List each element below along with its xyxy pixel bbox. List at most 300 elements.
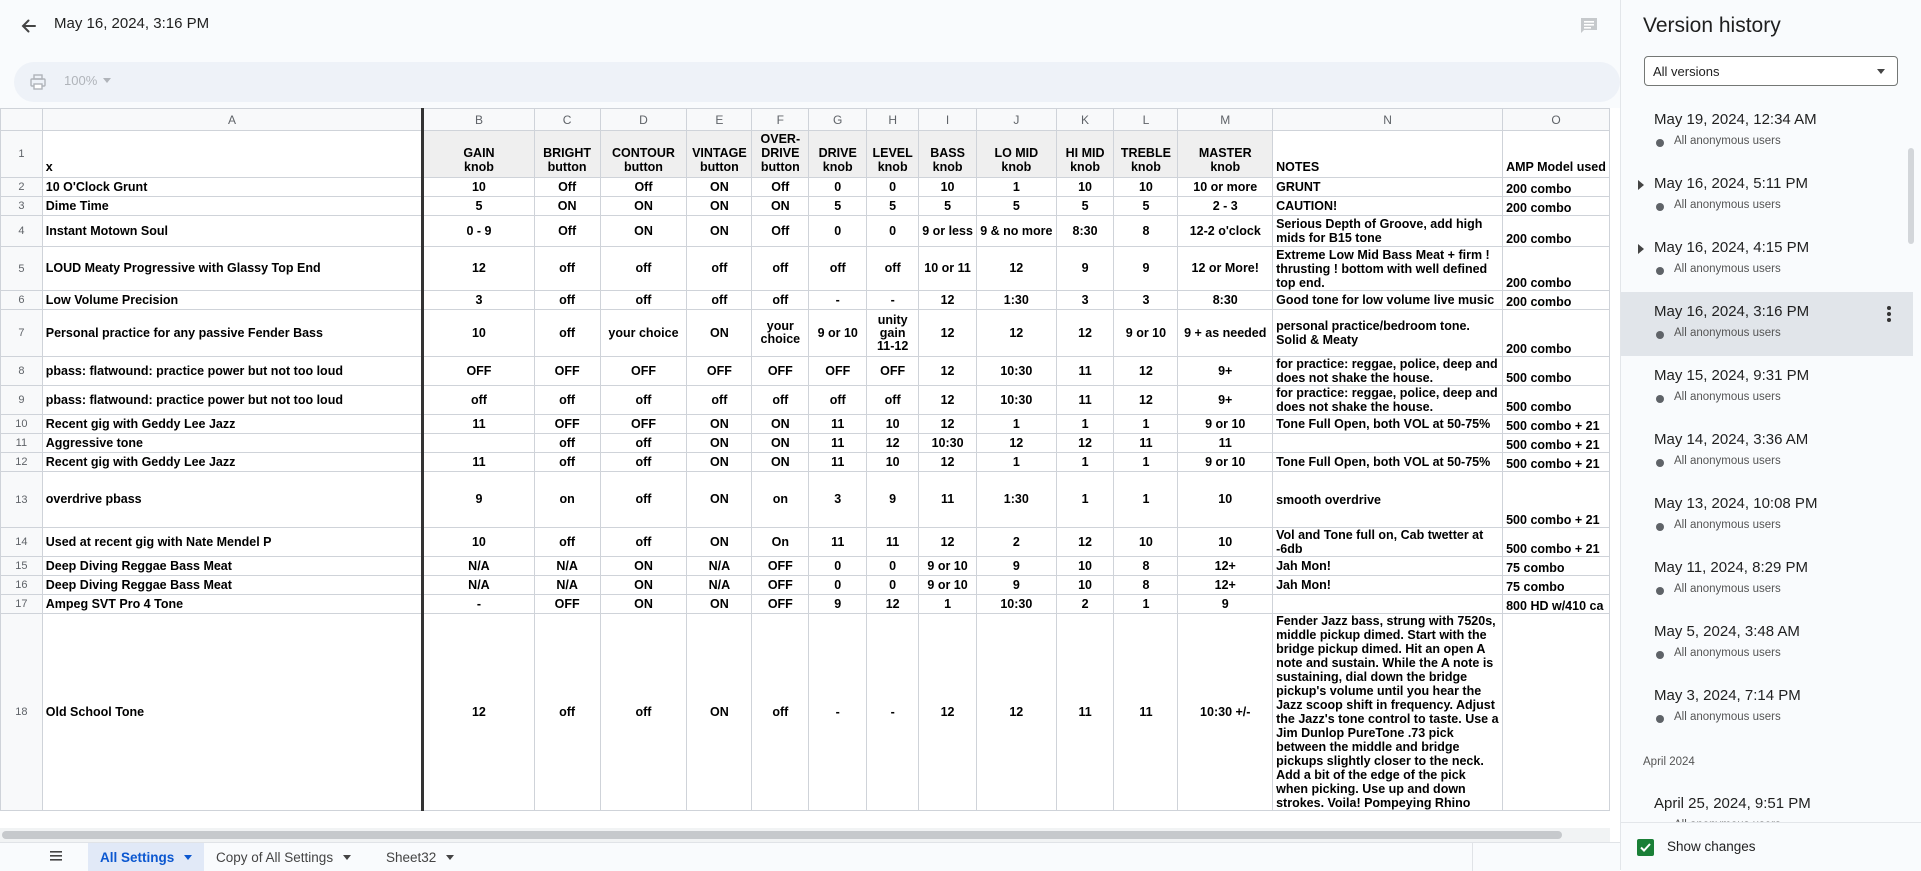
table-cell[interactable]: 9 or 10 [1178, 415, 1273, 434]
table-cell[interactable]: Used at recent gig with Nate Mendel P [42, 528, 423, 557]
table-cell[interactable]: OFF [600, 357, 687, 386]
table-cell[interactable]: 10 [867, 415, 919, 434]
table-cell[interactable]: 9 or 10 [919, 557, 977, 576]
header-cell[interactable] [534, 131, 600, 178]
table-cell[interactable]: 12+ [1178, 576, 1273, 595]
row-header[interactable]: 9 [1, 386, 43, 415]
row-header[interactable]: 17 [1, 595, 43, 614]
table-cell[interactable]: LOUD Meaty Progressive with Glassy Top End [42, 247, 423, 291]
table-cell[interactable]: 200 combo [1503, 247, 1610, 291]
table-cell[interactable]: 10 [423, 178, 534, 197]
table-cell[interactable]: 500 combo + 21 [1503, 453, 1610, 472]
table-cell[interactable]: your choice [752, 310, 809, 357]
header-cell[interactable]: x [42, 131, 423, 178]
table-cell[interactable]: 11 [809, 434, 867, 453]
table-cell[interactable]: Deep Diving Reggae Bass Meat [42, 576, 423, 595]
table-cell[interactable]: 5 [976, 197, 1056, 216]
table-cell[interactable]: 8:30 [1178, 291, 1273, 310]
table-cell[interactable]: 11 [1056, 357, 1114, 386]
table-cell[interactable]: 9 [809, 595, 867, 614]
expand-triangle-icon[interactable] [1638, 244, 1644, 254]
table-cell[interactable]: 12 [1056, 310, 1114, 357]
table-cell[interactable]: off [600, 434, 687, 453]
table-cell[interactable]: ON [600, 216, 687, 247]
table-cell[interactable]: ON [600, 595, 687, 614]
table-cell[interactable]: pbass: flatwound: practice power but not too loud [42, 386, 423, 415]
table-cell[interactable]: 9 or 10 [1114, 310, 1178, 357]
table-cell[interactable]: on [534, 472, 600, 528]
sheet-tab-sheet32[interactable] [374, 843, 466, 871]
table-cell[interactable]: off [752, 614, 809, 811]
row-header[interactable]: 7 [1, 310, 43, 357]
table-cell[interactable]: off [752, 291, 809, 310]
version-item[interactable] [1621, 100, 1913, 164]
table-cell[interactable]: Aggressive tone [42, 434, 423, 453]
table-cell[interactable]: ON [687, 595, 752, 614]
header-cell[interactable] [687, 131, 752, 178]
row-header[interactable]: 3 [1, 197, 43, 216]
horizontal-scrollbar[interactable] [0, 828, 1610, 842]
table-cell[interactable]: 3 [423, 291, 534, 310]
table-cell[interactable]: 1:30 [976, 472, 1056, 528]
table-cell[interactable]: 12 [976, 614, 1056, 811]
table-cell[interactable]: N/A [534, 576, 600, 595]
table-cell[interactable]: ON [752, 434, 809, 453]
table-cell[interactable]: off [867, 247, 919, 291]
header-cell[interactable] [919, 131, 977, 178]
table-cell[interactable]: Off [752, 178, 809, 197]
table-cell[interactable]: N/A [423, 576, 534, 595]
table-cell[interactable]: 12 [1114, 357, 1178, 386]
table-cell[interactable]: Old School Tone [42, 614, 423, 811]
table-cell[interactable]: 500 combo + 21 [1503, 472, 1610, 528]
header-cell[interactable] [1178, 131, 1273, 178]
table-cell[interactable]: 9 or 10 [1178, 453, 1273, 472]
table-cell[interactable]: Good tone for low volume live music [1273, 291, 1503, 310]
table-cell[interactable]: 0 [867, 557, 919, 576]
row-header[interactable]: 2 [1, 178, 43, 197]
table-cell[interactable]: 12 [976, 310, 1056, 357]
table-cell[interactable]: 1 [1114, 595, 1178, 614]
column-header[interactable]: M [1178, 109, 1273, 131]
header-cell[interactable] [1114, 131, 1178, 178]
table-cell[interactable]: 10:30 [919, 434, 977, 453]
table-cell[interactable]: OFF [600, 415, 687, 434]
table-cell[interactable]: 200 combo [1503, 291, 1610, 310]
column-header[interactable]: A [42, 109, 423, 131]
table-cell[interactable]: Jah Mon! [1273, 576, 1503, 595]
table-cell[interactable]: 5 [809, 197, 867, 216]
table-cell[interactable]: overdrive pbass [42, 472, 423, 528]
table-cell[interactable]: 12 [919, 614, 977, 811]
row-header[interactable]: 18 [1, 614, 43, 811]
table-cell[interactable]: 2 [976, 528, 1056, 557]
table-cell[interactable]: 11 [423, 415, 534, 434]
table-cell[interactable]: 11 [1056, 386, 1114, 415]
table-cell[interactable]: ON [687, 528, 752, 557]
print-icon[interactable] [28, 72, 48, 92]
table-cell[interactable]: Extreme Low Mid Bass Meat + firm ! thrusting ! bottom with well defined top end. [1273, 247, 1503, 291]
table-cell[interactable]: ON [687, 178, 752, 197]
select-all-corner[interactable] [1, 109, 43, 131]
all-sheets-menu-icon[interactable] [48, 849, 66, 865]
table-cell[interactable]: 10 [867, 453, 919, 472]
caret-down-icon[interactable] [446, 855, 454, 860]
table-cell[interactable]: 500 combo + 21 [1503, 415, 1610, 434]
version-item[interactable] [1621, 612, 1913, 676]
sheet-tab-all-settings[interactable] [88, 843, 204, 871]
row-header[interactable]: 4 [1, 216, 43, 247]
table-cell[interactable] [1503, 614, 1610, 811]
table-cell[interactable]: off [423, 386, 534, 415]
table-cell[interactable]: ON [752, 453, 809, 472]
table-cell[interactable]: 0 [809, 576, 867, 595]
table-cell[interactable]: 12 [1056, 434, 1114, 453]
table-cell[interactable]: 11 [809, 528, 867, 557]
table-cell[interactable]: 12 [919, 415, 977, 434]
version-item[interactable] [1621, 548, 1913, 612]
expand-triangle-icon[interactable] [1638, 180, 1644, 190]
table-cell[interactable]: 2 [1056, 595, 1114, 614]
column-header[interactable]: D [600, 109, 687, 131]
table-cell[interactable]: on [752, 472, 809, 528]
table-cell[interactable]: 12 [1056, 528, 1114, 557]
table-cell[interactable]: ON [534, 197, 600, 216]
table-cell[interactable] [423, 434, 534, 453]
table-cell[interactable]: 1 [1114, 453, 1178, 472]
table-cell[interactable]: Ampeg SVT Pro 4 Tone [42, 595, 423, 614]
table-cell[interactable]: pbass: flatwound: practice power but not too loud [42, 357, 423, 386]
table-cell[interactable]: 9 + as needed [1178, 310, 1273, 357]
table-cell[interactable]: Jah Mon! [1273, 557, 1503, 576]
table-cell[interactable]: OFF [752, 595, 809, 614]
column-header[interactable]: K [1056, 109, 1114, 131]
table-cell[interactable]: 12 [919, 291, 977, 310]
table-cell[interactable]: 1:30 [976, 291, 1056, 310]
table-cell[interactable]: On [752, 528, 809, 557]
table-cell[interactable]: 1 [1056, 472, 1114, 528]
column-header[interactable]: B [423, 109, 534, 131]
table-cell[interactable]: 0 [809, 557, 867, 576]
table-cell[interactable]: your choice [600, 310, 687, 357]
table-cell[interactable]: 10 [1056, 178, 1114, 197]
table-cell[interactable]: 200 combo [1503, 178, 1610, 197]
table-cell[interactable]: ON [687, 472, 752, 528]
table-cell[interactable]: 10:30 +/- [1178, 614, 1273, 811]
table-cell[interactable]: 9 [867, 472, 919, 528]
table-cell[interactable]: 1 [976, 453, 1056, 472]
table-cell[interactable]: 500 combo [1503, 357, 1610, 386]
table-cell[interactable]: 1 [976, 415, 1056, 434]
table-cell[interactable]: Off [600, 178, 687, 197]
table-cell[interactable]: Recent gig with Geddy Lee Jazz [42, 415, 423, 434]
table-cell[interactable]: ON [687, 216, 752, 247]
table-cell[interactable]: off [687, 247, 752, 291]
table-cell[interactable]: Off [534, 216, 600, 247]
table-cell[interactable] [1273, 595, 1503, 614]
table-cell[interactable]: off [752, 386, 809, 415]
table-cell[interactable]: OFF [687, 357, 752, 386]
table-cell[interactable]: 9 [976, 557, 1056, 576]
table-cell[interactable]: 1 [1056, 453, 1114, 472]
table-cell[interactable]: - [867, 291, 919, 310]
table-cell[interactable]: 12 [919, 310, 977, 357]
column-header[interactable]: L [1114, 109, 1178, 131]
table-cell[interactable]: off [809, 386, 867, 415]
table-cell[interactable]: - [423, 595, 534, 614]
column-header[interactable]: G [809, 109, 867, 131]
table-cell[interactable]: 500 combo + 21 [1503, 528, 1610, 557]
table-cell[interactable]: OFF [809, 357, 867, 386]
table-cell[interactable]: off [534, 453, 600, 472]
table-cell[interactable]: Off [752, 216, 809, 247]
table-cell[interactable]: 1 [1114, 472, 1178, 528]
header-cell[interactable] [600, 131, 687, 178]
table-cell[interactable]: 1 [919, 595, 977, 614]
column-header[interactable]: I [919, 109, 977, 131]
row-header[interactable]: 14 [1, 528, 43, 557]
table-cell[interactable]: off [600, 528, 687, 557]
table-cell[interactable]: - [867, 614, 919, 811]
table-cell[interactable]: 9+ [1178, 386, 1273, 415]
table-cell[interactable]: 12 [919, 386, 977, 415]
table-cell[interactable]: off [600, 614, 687, 811]
table-cell[interactable]: 9 or 10 [919, 576, 977, 595]
table-cell[interactable]: off [600, 291, 687, 310]
table-cell[interactable]: Instant Motown Soul [42, 216, 423, 247]
table-cell[interactable]: off [534, 386, 600, 415]
table-cell[interactable]: off [687, 291, 752, 310]
table-cell[interactable]: 12 [919, 453, 977, 472]
table-cell[interactable]: 10 or more [1178, 178, 1273, 197]
table-cell[interactable]: 5 [867, 197, 919, 216]
table-cell[interactable]: 75 combo [1503, 557, 1610, 576]
table-cell[interactable]: 2 - 3 [1178, 197, 1273, 216]
table-cell[interactable]: 12+ [1178, 557, 1273, 576]
table-cell[interactable]: off [534, 434, 600, 453]
row-header[interactable]: 8 [1, 357, 43, 386]
table-cell[interactable]: off [534, 247, 600, 291]
table-cell[interactable]: 12-2 o'clock [1178, 216, 1273, 247]
column-header[interactable]: J [976, 109, 1056, 131]
column-header[interactable]: E [687, 109, 752, 131]
table-cell[interactable]: personal practice/bedroom tone. Solid & Meaty [1273, 310, 1503, 357]
table-cell[interactable]: OFF [423, 357, 534, 386]
table-cell[interactable]: OFF [752, 576, 809, 595]
caret-down-icon[interactable] [343, 855, 351, 860]
table-cell[interactable]: 12 [423, 614, 534, 811]
table-cell[interactable]: 10 [1114, 528, 1178, 557]
table-cell[interactable]: 12 [867, 595, 919, 614]
table-cell[interactable]: 9+ [1178, 357, 1273, 386]
header-cell[interactable] [423, 131, 534, 178]
table-cell[interactable]: OFF [534, 595, 600, 614]
table-cell[interactable]: for practice: reggae, police, deep and does not shake the house. [1273, 386, 1503, 415]
version-filter-select[interactable] [1644, 56, 1898, 86]
table-cell[interactable]: ON [752, 415, 809, 434]
table-cell[interactable]: 11 [1056, 614, 1114, 811]
table-cell[interactable]: 9 [1178, 595, 1273, 614]
table-cell[interactable]: 12 [919, 528, 977, 557]
table-cell[interactable]: 9 [423, 472, 534, 528]
version-item[interactable] [1621, 420, 1913, 484]
table-cell[interactable]: 3 [1114, 291, 1178, 310]
table-cell[interactable]: off [867, 386, 919, 415]
table-cell[interactable]: Personal practice for any passive Fender Bass [42, 310, 423, 357]
table-cell[interactable]: 10 [1178, 528, 1273, 557]
table-cell[interactable]: 10 or 11 [919, 247, 977, 291]
table-cell[interactable]: 12 [976, 434, 1056, 453]
table-cell[interactable]: off [534, 310, 600, 357]
table-cell[interactable]: 0 - 9 [423, 216, 534, 247]
table-cell[interactable]: 500 combo [1503, 386, 1610, 415]
table-cell[interactable]: N/A [534, 557, 600, 576]
table-cell[interactable]: 10 [1114, 178, 1178, 197]
table-cell[interactable]: 11 [867, 528, 919, 557]
table-cell[interactable]: 200 combo [1503, 197, 1610, 216]
table-cell[interactable]: smooth overdrive [1273, 472, 1503, 528]
table-cell[interactable]: off [809, 247, 867, 291]
table-cell[interactable]: Tone Full Open, both VOL at 50-75% [1273, 415, 1503, 434]
row-header[interactable]: 15 [1, 557, 43, 576]
table-cell[interactable]: 9 [976, 576, 1056, 595]
table-cell[interactable]: Dime Time [42, 197, 423, 216]
table-cell[interactable]: ON [687, 453, 752, 472]
row-header[interactable]: 16 [1, 576, 43, 595]
table-cell[interactable]: 11 [1178, 434, 1273, 453]
header-cell[interactable] [752, 131, 809, 178]
table-cell[interactable]: 75 combo [1503, 576, 1610, 595]
row-header[interactable]: 6 [1, 291, 43, 310]
table-cell[interactable]: 0 [809, 216, 867, 247]
table-cell[interactable] [1273, 434, 1503, 453]
table-cell[interactable]: ON [687, 415, 752, 434]
table-cell[interactable]: Recent gig with Geddy Lee Jazz [42, 453, 423, 472]
table-cell[interactable]: 8 [1114, 216, 1178, 247]
version-item[interactable] [1621, 292, 1913, 356]
header-cell[interactable] [976, 131, 1056, 178]
table-cell[interactable]: 5 [1114, 197, 1178, 216]
column-header[interactable]: C [534, 109, 600, 131]
table-cell[interactable]: OFF [534, 415, 600, 434]
table-cell[interactable]: 0 [809, 178, 867, 197]
version-item[interactable] [1621, 676, 1913, 740]
table-cell[interactable]: 8 [1114, 557, 1178, 576]
header-cell[interactable]: AMP Model used [1503, 131, 1610, 178]
table-cell[interactable]: off [600, 453, 687, 472]
table-cell[interactable]: off [752, 247, 809, 291]
column-header[interactable]: O [1503, 109, 1610, 131]
table-cell[interactable]: ON [687, 434, 752, 453]
table-cell[interactable]: 12 [867, 434, 919, 453]
table-cell[interactable]: 11 [919, 472, 977, 528]
table-cell[interactable]: 10 O'Clock Grunt [42, 178, 423, 197]
table-cell[interactable]: 12 [423, 247, 534, 291]
table-cell[interactable]: 800 HD w/410 ca [1503, 595, 1610, 614]
table-cell[interactable]: - [809, 291, 867, 310]
table-cell[interactable]: 10 [1056, 576, 1114, 595]
row-header[interactable]: 12 [1, 453, 43, 472]
table-cell[interactable]: 1 [976, 178, 1056, 197]
scrollbar-thumb[interactable] [2, 831, 1562, 839]
table-cell[interactable]: 9 or 10 [809, 310, 867, 357]
table-cell[interactable]: 500 combo + 21 [1503, 434, 1610, 453]
table-cell[interactable]: off [534, 291, 600, 310]
table-cell[interactable]: ON [600, 576, 687, 595]
table-cell[interactable]: - [809, 614, 867, 811]
table-cell[interactable]: 12 [919, 357, 977, 386]
table-cell[interactable]: ON [752, 197, 809, 216]
table-cell[interactable]: 10 [1178, 472, 1273, 528]
table-cell[interactable]: Off [534, 178, 600, 197]
table-cell[interactable]: 8 [1114, 576, 1178, 595]
table-cell[interactable]: 11 [1114, 434, 1178, 453]
table-cell[interactable]: OFF [534, 357, 600, 386]
table-cell[interactable]: off [600, 247, 687, 291]
table-cell[interactable]: 200 combo [1503, 310, 1610, 357]
table-cell[interactable]: 12 [976, 247, 1056, 291]
table-cell[interactable]: off [600, 386, 687, 415]
header-cell[interactable] [1056, 131, 1114, 178]
column-header[interactable]: F [752, 109, 809, 131]
table-cell[interactable]: Low Volume Precision [42, 291, 423, 310]
table-cell[interactable]: Deep Diving Reggae Bass Meat [42, 557, 423, 576]
table-cell[interactable]: 10 [1056, 557, 1114, 576]
table-cell[interactable]: Vol and Tone full on, Cab twetter at -6db [1273, 528, 1503, 557]
table-cell[interactable]: ON [687, 614, 752, 811]
table-cell[interactable]: 0 [867, 576, 919, 595]
table-cell[interactable]: ON [600, 557, 687, 576]
table-cell[interactable]: ON [600, 197, 687, 216]
caret-down-icon[interactable] [184, 855, 192, 860]
table-cell[interactable]: 10 [423, 310, 534, 357]
back-arrow-icon[interactable] [14, 12, 42, 40]
table-cell[interactable]: 3 [1056, 291, 1114, 310]
sheet-tab-copy-all-settings[interactable] [204, 843, 363, 871]
table-cell[interactable]: 1 [1114, 415, 1178, 434]
version-item[interactable] [1621, 356, 1913, 420]
table-cell[interactable]: 9 [1056, 247, 1114, 291]
column-header[interactable]: N [1273, 109, 1503, 131]
table-cell[interactable]: N/A [687, 557, 752, 576]
table-cell[interactable]: N/A [423, 557, 534, 576]
table-cell[interactable]: 5 [1056, 197, 1114, 216]
table-cell[interactable]: 9 [1114, 247, 1178, 291]
table-cell[interactable]: 10 [919, 178, 977, 197]
table-cell[interactable]: 5 [919, 197, 977, 216]
table-cell[interactable]: 10:30 [976, 357, 1056, 386]
table-cell[interactable]: N/A [687, 576, 752, 595]
version-item[interactable] [1621, 228, 1913, 292]
table-cell[interactable]: 12 or More! [1178, 247, 1273, 291]
table-cell[interactable]: CAUTION! [1273, 197, 1503, 216]
table-cell[interactable]: 11 [1114, 614, 1178, 811]
row-header[interactable]: 10 [1, 415, 43, 434]
version-item[interactable] [1621, 164, 1913, 228]
table-cell[interactable]: off [534, 528, 600, 557]
table-cell[interactable]: ON [687, 310, 752, 357]
more-vert-icon[interactable] [1883, 302, 1895, 326]
header-cell[interactable] [867, 131, 919, 178]
table-cell[interactable]: for practice: reggae, police, deep and does not shake the house. [1273, 357, 1503, 386]
table-cell[interactable]: 11 [423, 453, 534, 472]
header-cell[interactable] [809, 131, 867, 178]
table-cell[interactable]: 9 & no more [976, 216, 1056, 247]
table-cell[interactable]: off [600, 472, 687, 528]
table-cell[interactable]: 11 [809, 415, 867, 434]
table-cell[interactable]: 5 [423, 197, 534, 216]
row-header[interactable]: 5 [1, 247, 43, 291]
